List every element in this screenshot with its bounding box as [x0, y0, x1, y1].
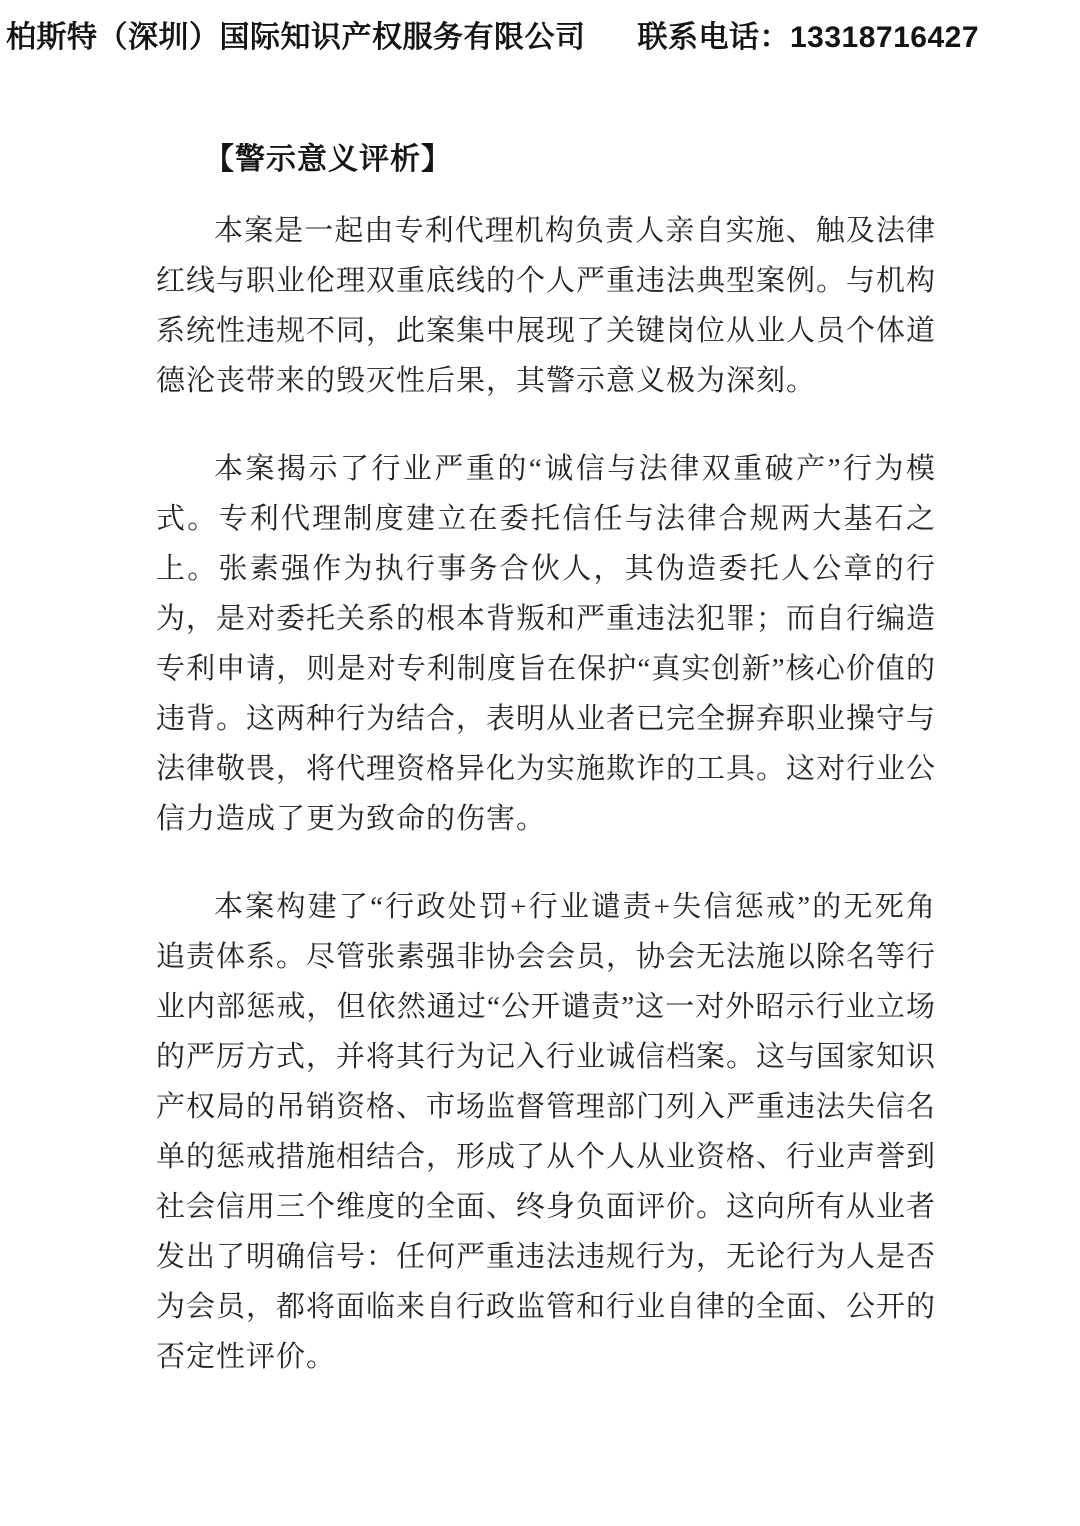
company-name: 柏斯特（深圳）国际知识产权服务有限公司: [6, 21, 586, 54]
paragraph-2: 本案揭示了行业严重的“诚信与法律双重破产”行为模式。专利代理制度建立在委托信任与法律合规两大基石之上。张素强作为执行事务合伙人，其伪造委托人公章的行为，是对委托关系的根本背叛和严重违法犯罪；而自行编造专利申请，则是对专利制度旨在保护“真实创新”核心价值的违背。这两种行为结合，表明从业者已完全摒弃职业操守与法律敬畏，将代理资格异化为实施欺诈的工具。这对行业公信力造成了更为致命的伤害。: [156, 453, 937, 835]
section-title: 【警示意义评析】: [204, 143, 452, 176]
paragraph-1: 本案是一起由专利代理机构负责人亲自实施、触及法律红线与职业伦理双重底线的个人严重违法典型案例。与机构系统性违规不同，此案集中展现了关键岗位从业人员个体道德沦丧带来的毁灭性后果，其警示意义极为深刻。: [156, 215, 937, 397]
page-header: [6, 12, 1074, 56]
paragraph-3: 本案构建了“行政处罚+行业谴责+失信惩戒”的无死角追责体系。尽管张素强非协会会员，协会无法施以除名等行业内部惩戒，但依然通过“公开谴责”这一对外昭示行业立场的严厉方式，并将其行为记入行业诚信档案。这与国家知识产权局的吊销资格、市场监督管理部门列入严重违法失信名单的惩戒措施相结合，形成了从个人从业资格、行业声誉到社会信用三个维度的全面、终身负面评价。这向所有从业者发出了明确信号：任何严重违法违规行为，无论行为人是否为会员，都将面临来自行政监管和行业自律的全面、公开的否定性评价。: [156, 891, 937, 1373]
contact-phone: 联系电话：13318716427: [637, 21, 980, 54]
document-body: [156, 140, 936, 1382]
